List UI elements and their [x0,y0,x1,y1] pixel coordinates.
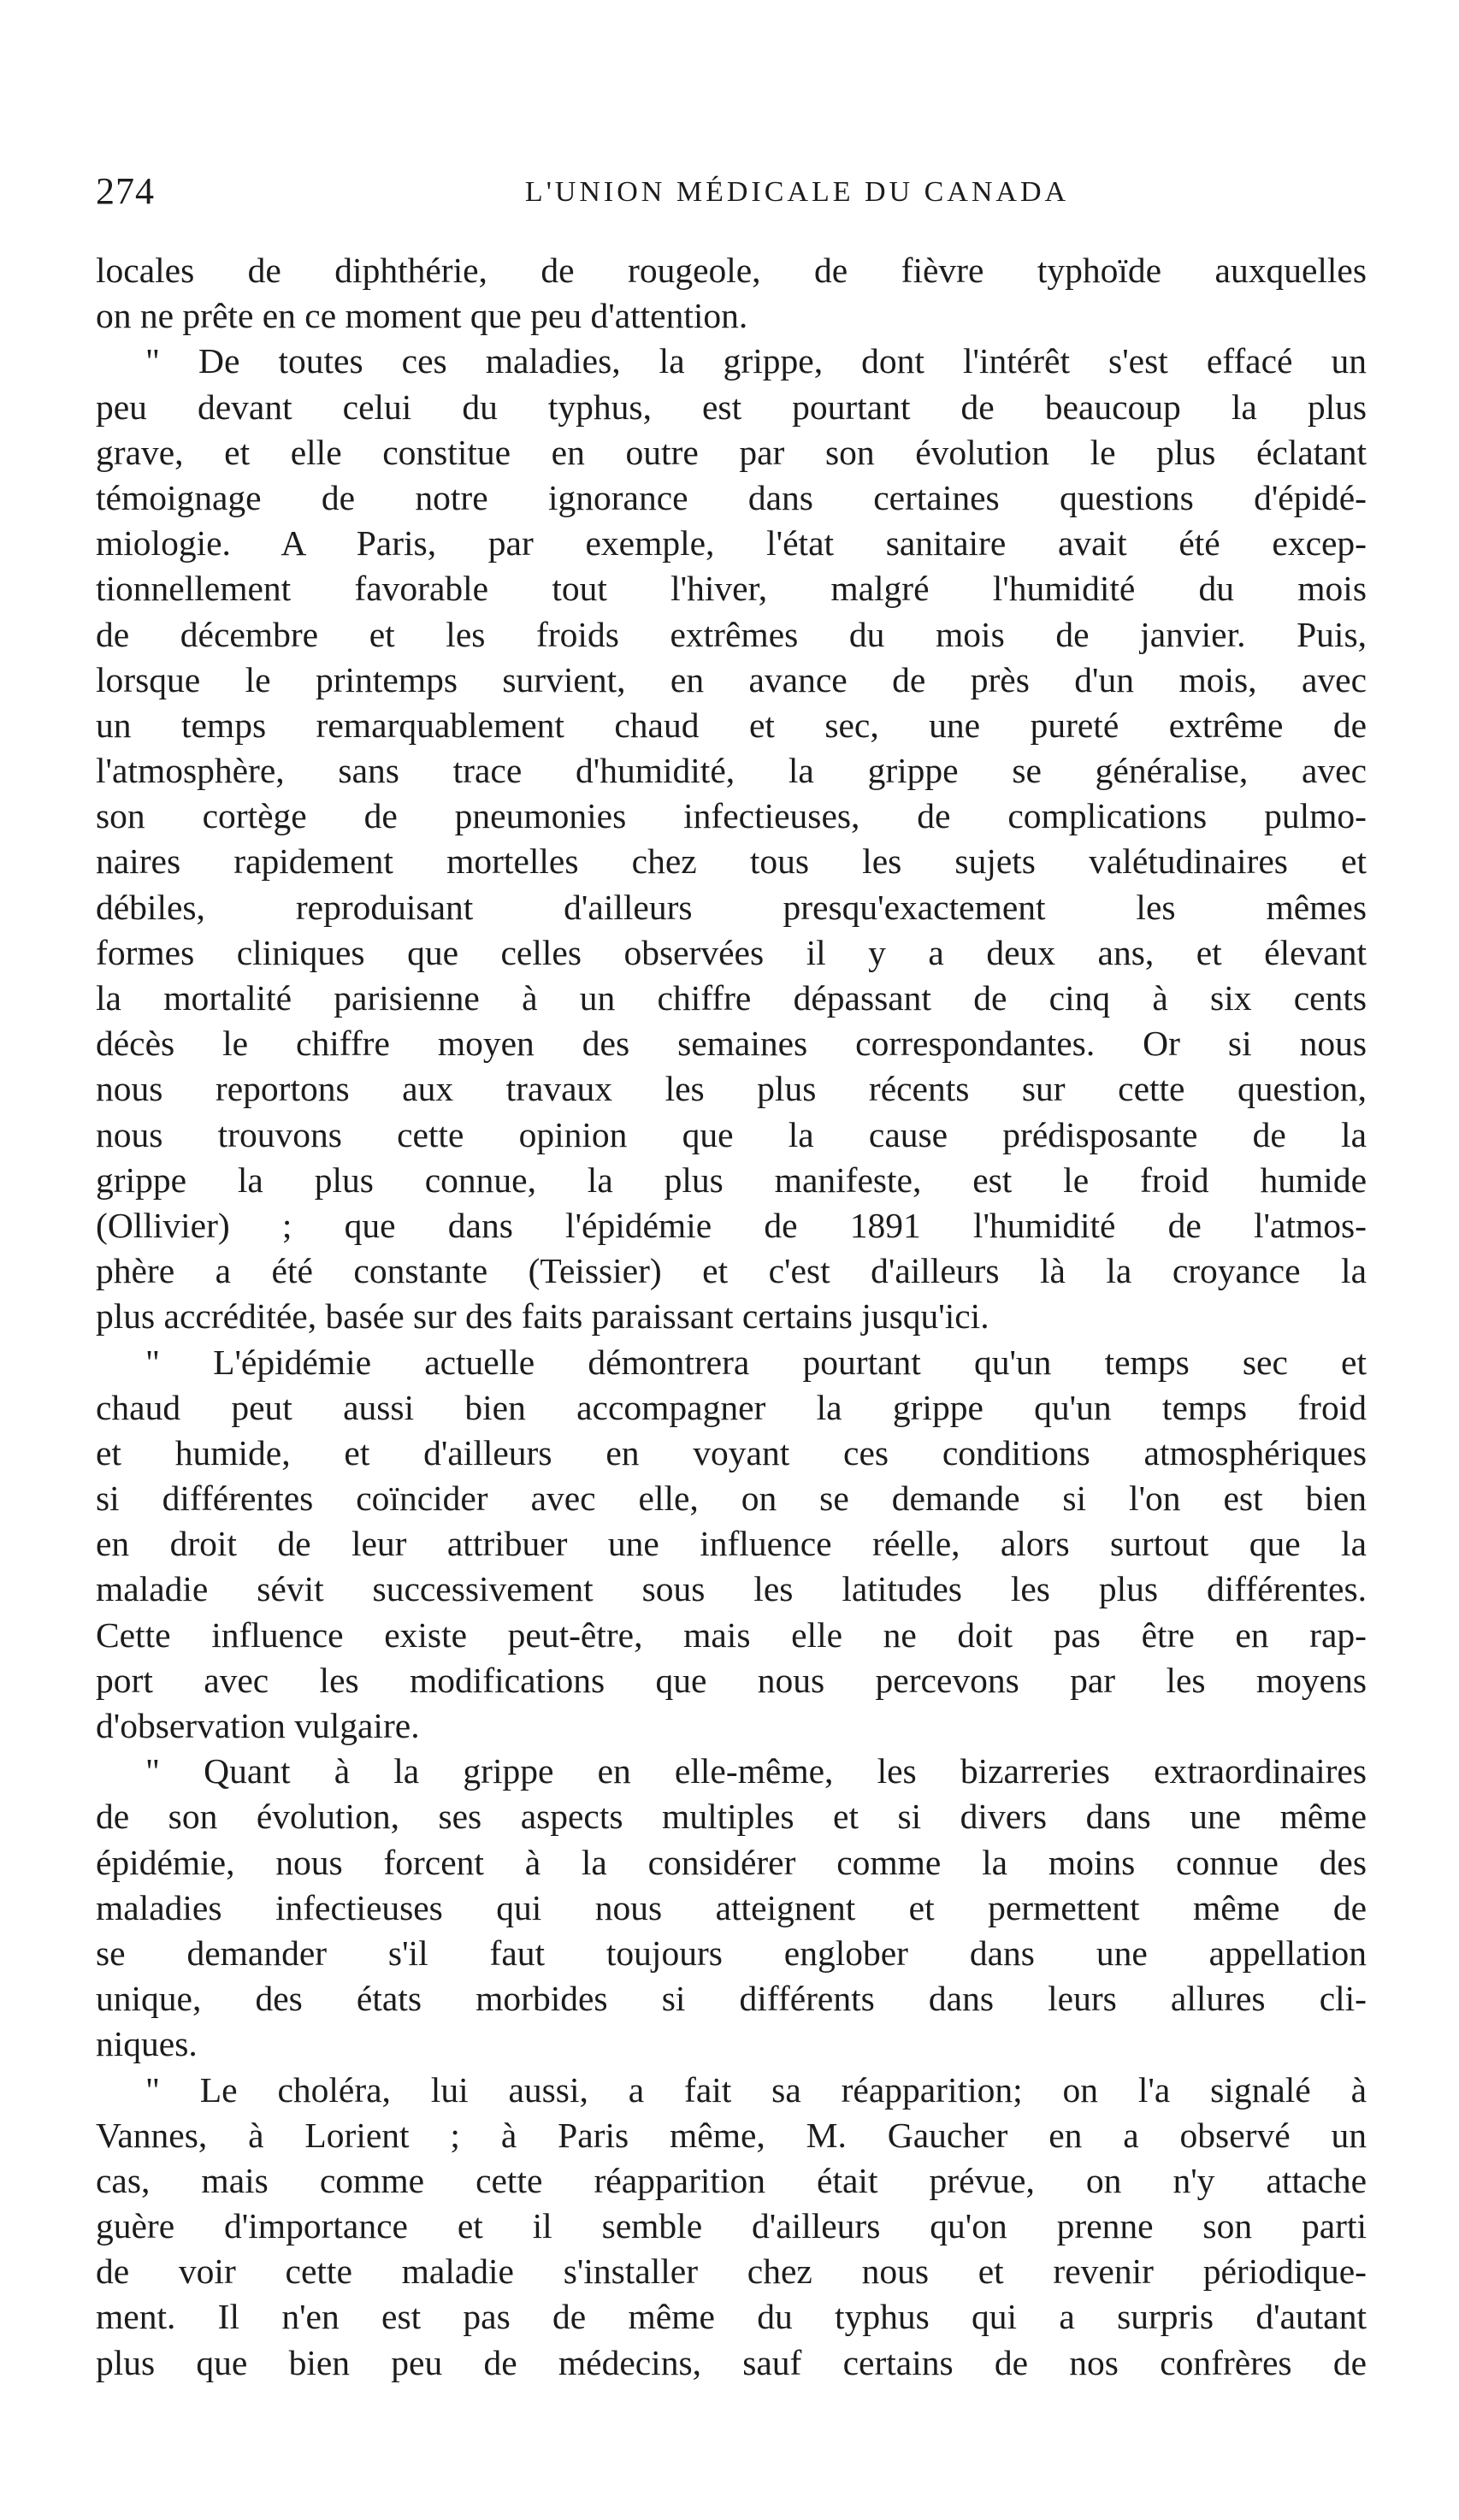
text-line: Cette influence existe peut-être, mais elle ne doit pas être en rap- [96,1614,1367,1655]
text-line: " Quant à la grippe en elle-même, les bizarreries extraordinaires [145,1751,1367,1791]
text-line: naires rapidement mortelles chez tous les sujets valétudinaires et [96,841,1367,882]
text-line: on ne prête en ce moment que peu d'attention. [96,296,748,336]
page-header [96,168,1367,215]
text-line: tionnellement favorable tout l'hiver, malgré l'humidité du mois [96,569,1367,609]
text-line: débiles, reproduisant d'ailleurs presqu'exactement les mêmes [96,887,1367,927]
page-number: 274 [96,170,155,212]
text-line: lorsque le printemps survient, en avance de près d'un mois, avec [96,659,1367,699]
text-line: " Le choléra, lui aussi, a fait sa réapparition; on l'a signalé à [145,2069,1367,2110]
text-line: port avec les modifications que nous percevons par les moyens [96,1660,1367,1700]
text-line: chaud peut aussi bien accompagner la grippe qu'un temps froid [96,1387,1367,1427]
text-line: niques. [96,2024,198,2064]
text-line: cas, mais comme cette réapparition était prévue, on n'y attache [96,2160,1367,2200]
text-line: (Ollivier) ; que dans l'épidémie de 1891 l'humidité de l'atmos- [96,1205,1367,1245]
text-line: son cortège de pneumonies infectieuses, de complications pulmo- [96,796,1367,836]
text-line: de voir cette maladie s'installer chez nous et revenir périodique- [96,2251,1367,2292]
text-line: unique, des états morbides si différents dans leurs allures cli- [96,1979,1367,2019]
text-line: phère a été constante (Teissier) et c'est d'ailleurs là la croyance la [96,1251,1367,1291]
text-line: l'atmosphère, sans trace d'humidité, la grippe se généralise, avec [96,751,1367,791]
text-line: " De toutes ces maladies, la grippe, dont l'intérêt s'est effacé un [145,341,1367,381]
running-title: L'UNION MÉDICALE DU CANADA [524,176,1070,208]
text-line: plus que bien peu de médecins, sauf certains de nos confrères de [96,2342,1367,2382]
text-line: grave, et elle constitue en outre par son évolution le plus éclatant [96,432,1367,472]
text-line: et humide, et d'ailleurs en voyant ces conditions atmosphériques [96,1432,1367,1472]
text-line: épidémie, nous forcent à la considérer comme la moins connue des [96,1842,1367,1882]
text-line: plus accréditée, basée sur des faits paraissant certains jusqu'ici. [96,1296,989,1337]
text-line: se demander s'il faut toujours englober dans une appellation [96,1933,1367,1973]
text-line: nous reportons aux travaux les plus récents sur cette question, [96,1069,1367,1109]
text-line: guère d'importance et il semble d'ailleurs qu'on prenne son parti [96,2206,1367,2246]
text-line: témoignage de notre ignorance dans certaines questions d'épidé- [96,477,1367,517]
text-line: locales de diphthérie, de rougeole, de fièvre typhoïde auxquelles [96,251,1367,290]
text-line: grippe la plus connue, la plus manifeste, est le froid humide [96,1160,1367,1200]
text-line: un temps remarquablement chaud et sec, une pureté extrême de [96,705,1367,745]
body-text [96,248,1367,2386]
text-line: la mortalité parisienne à un chiffre dépassant de cinq à six cents [96,978,1367,1018]
text-line: Vannes, à Lorient ; à Paris même, M. Gaucher en a observé un [96,2115,1367,2155]
text-line: miologie. A Paris, par exemple, l'état sanitaire avait été excep- [96,523,1367,564]
text-line: de son évolution, ses aspects multiples et si divers dans une même [96,1797,1367,1837]
text-line: " L'épidémie actuelle démontrera pourtant qu'un temps sec et [145,1342,1367,1382]
text-line: décès le chiffre moyen des semaines correspondantes. Or si nous [96,1024,1367,1064]
text-line: maladie sévit successivement sous les latitudes les plus différentes. [96,1569,1367,1609]
text-line: formes cliniques que celles observées il y a deux ans, et élevant [96,932,1367,972]
text-line: nous trouvons cette opinion que la cause prédisposante de la [96,1114,1367,1154]
text-line: si différentes coïncider avec elle, on se demande si l'on est bien [96,1478,1367,1519]
text-line: d'observation vulgaire. [96,1706,420,1745]
text-line: peu devant celui du typhus, est pourtant de beaucoup la plus [96,387,1367,427]
text-line: de décembre et les froids extrêmes du mois de janvier. Puis, [96,614,1367,654]
text-line: maladies infectieuses qui nous atteignent et permettent même de [96,1887,1367,1927]
text-line: en droit de leur attribuer une influence réelle, alors surtout que la [96,1524,1367,1564]
text-line: ment. Il n'en est pas de même du typhus qui a surpris d'autant [96,2297,1367,2337]
